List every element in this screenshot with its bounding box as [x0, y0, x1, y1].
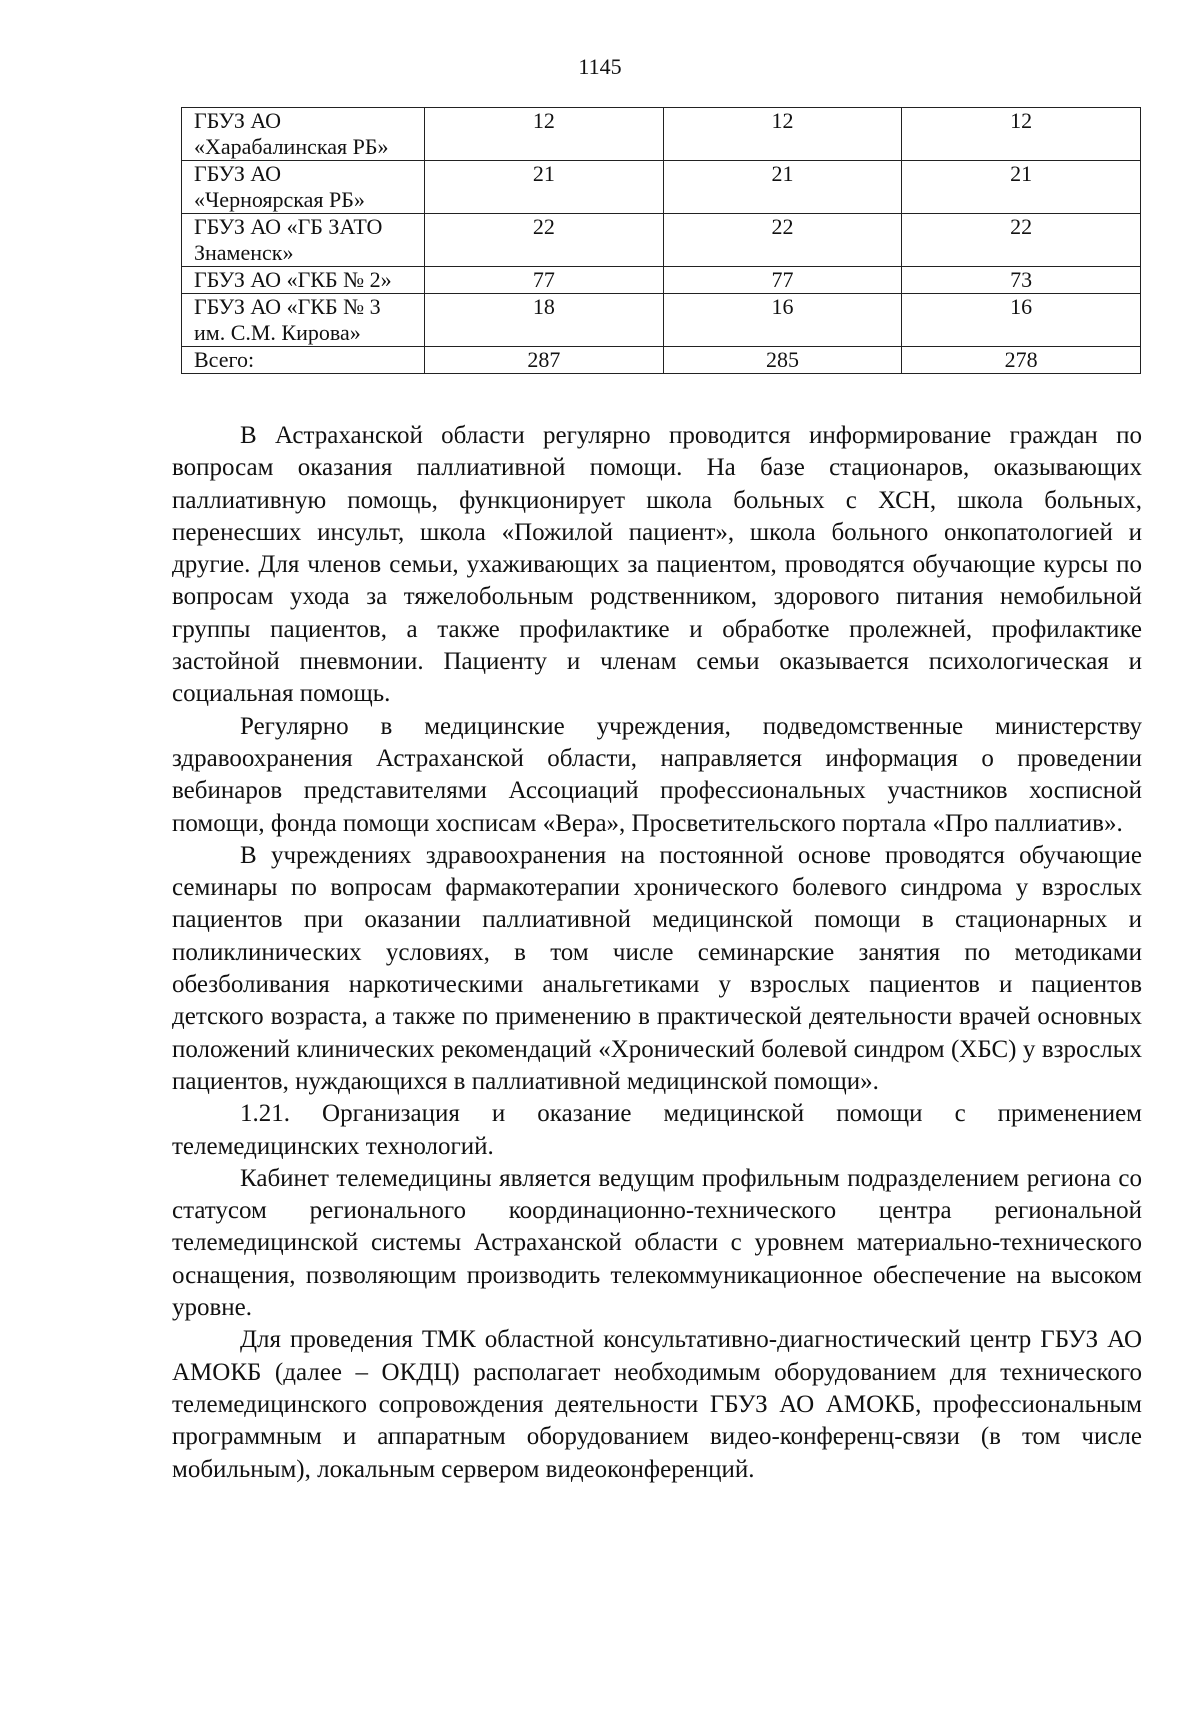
paragraph: Для проведения ТМК областной консультативно-диагностический центр ГБУЗ АО АМОКБ (далее – ОКДЦ) располагает необходимым оборудованием для технического телемедицинского сопровождения деятельности ГБУЗ АО АМОКБ, профессиональным программным и аппаратным оборудованием видео-конференц-связи (в том числе мобильным), локальным сервером видеоконференций. [172, 1326, 1142, 1483]
table-row [182, 267, 1141, 294]
table-cell-value: 22 [663, 214, 902, 267]
table-cell-name: ГБУЗ АО «Харабалинская РБ» [182, 108, 425, 161]
paragraph: В учреждениях здравоохранения на постоянной основе проводятся обучающие семинары по вопросам фармакотерапии хронического болевого синдрома у взрослых пациентов при оказании паллиативной медицинской помощи в стационарных и поликлинических условиях, в том числе семинарские занятия по методиками обезболивания наркотическими анальгетиками у взрослых пациентов и пациентов детского возраста, а также по применению в практической деятельности врачей основных положений клинических рекомендаций «Хронический болевой синдром (ХБС) у взрослых пациентов, нуждающихся в паллиативной медицинской помощи». [172, 841, 1142, 1095]
table-cell-value: 21 [663, 161, 902, 214]
table-cell-value: 21 [425, 161, 664, 214]
table-cell-value: 18 [425, 294, 664, 347]
table-cell-value: 22 [902, 214, 1141, 267]
table-cell-value: 12 [902, 108, 1141, 161]
table-cell-value: 16 [902, 294, 1141, 347]
table-cell-name: ГБУЗ АО «Черноярская РБ» [182, 161, 425, 214]
table-cell-value: 22 [425, 214, 664, 267]
table-cell-value: 21 [902, 161, 1141, 214]
table-row [182, 108, 1141, 161]
paragraph: Кабинет телемедицины является ведущим профильным подразделением региона со статусом регионального координационно-технического центра региональной телемедицинской системы Астраханской области с уровнем материально-технического оснащения, позволяющим производить телекоммуникационное обеспечение на высоком уровне. [172, 1164, 1142, 1322]
table-row [182, 161, 1141, 214]
table-cell-value: 12 [425, 108, 664, 161]
table-cell-value: 285 [663, 347, 902, 374]
hospital-stats-table [181, 107, 1141, 374]
table-row [182, 294, 1141, 347]
table-row [182, 214, 1141, 267]
paragraph: В Астраханской области регулярно проводится информирование граждан по вопросам оказания паллиативной помощи. На базе стационаров, оказывающих паллиативную помощь, функционирует школа больных с ХСН, школа больных, перенесших инсульт, школа «Пожилой пациент», школа больного онкопатологией и другие. Для членов семьи, ухаживающих за пациентом, проводятся обучающие курсы по вопросам ухода за тяжелобольным родственником, здорового питания немобильной группы пациентов, а также профилактике и обработке пролежней, профилактике застойной пневмонии. Пациенту и членам семьи оказывается психологическая и социальная помощь. [172, 422, 1142, 708]
table-cell-name: ГБУЗ АО «ГБ ЗАТО Знаменск» [182, 214, 425, 267]
paragraph: Регулярно в медицинские учреждения, подведомственные министерству здравоохранения Астраханской области, направляется информация о проведении вебинаров представителями Ассоциаций профессиональных участников хосписной помощи, фонда помощи хосписам «Вера», Просветительского портала «Про паллиатив». [172, 712, 1142, 837]
page-number: 1145 [578, 54, 622, 79]
table-cell-value: 77 [663, 267, 902, 294]
table-cell-name: ГБУЗ АО «ГКБ № 3 им. С.М. Кирова» [182, 294, 425, 347]
table-cell-name: ГБУЗ АО «ГКБ № 2» [182, 267, 425, 294]
table-cell-name: Всего: [182, 347, 425, 374]
table-cell-value: 73 [902, 267, 1141, 294]
section-heading: 1.21. Организация и оказание медицинской помощи с применением телемедицинских технологий. [172, 1100, 1142, 1160]
document-body [172, 420, 1142, 1486]
table-cell-value: 77 [425, 267, 664, 294]
table-cell-value: 16 [663, 294, 902, 347]
table-cell-value: 278 [902, 347, 1141, 374]
table-row-total [182, 347, 1141, 374]
table-cell-value: 12 [663, 108, 902, 161]
table-cell-value: 287 [425, 347, 664, 374]
